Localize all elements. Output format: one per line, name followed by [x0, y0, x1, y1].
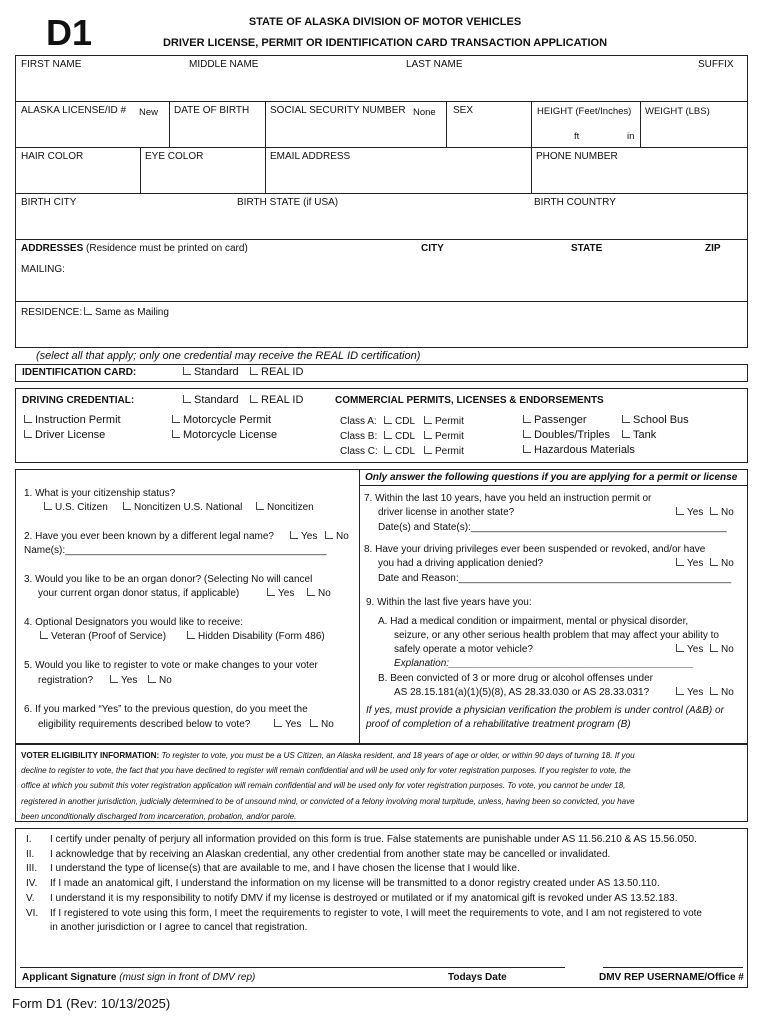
- q4-veteran-checkbox[interactable]: [40, 631, 48, 639]
- id-standard-label: Standard: [194, 366, 239, 378]
- height-ft-label: ft: [574, 131, 580, 142]
- agency-title: STATE OF ALASKA DIVISION OF MOTOR VEHICLES: [248, 16, 522, 28]
- q2-no-option[interactable]: [325, 531, 349, 542]
- license-id-field[interactable]: ALASKA LICENSE/ID #: [21, 105, 127, 116]
- dc-standard-checkbox[interactable]: [183, 395, 191, 403]
- q7-no-label: No: [721, 507, 734, 518]
- class-a-permit-label: Permit: [435, 416, 464, 427]
- q4-hidden-disability-option[interactable]: [187, 631, 325, 642]
- instruction-permit-option[interactable]: [24, 414, 121, 426]
- motorcycle-license-checkbox[interactable]: [172, 430, 180, 438]
- q9a-medical-cont1: seizure, or any other serious health problem that may affect your ability to: [394, 630, 719, 641]
- q8-no-option[interactable]: [710, 558, 734, 569]
- voter-eligibility-text: [21, 748, 635, 824]
- email-field[interactable]: EMAIL ADDRESS: [270, 151, 351, 162]
- id-realid-option[interactable]: [250, 366, 303, 378]
- form-title: DRIVER LICENSE, PERMIT OR IDENTIFICATION CARD TRANSACTION APPLICATION: [162, 37, 608, 49]
- same-as-mailing-checkbox[interactable]: [84, 307, 92, 315]
- commercial-heading: COMMERCIAL PERMITS, LICENSES & ENDORSEMENTS: [335, 395, 604, 406]
- applicant-signature-label: Applicant Signature: [22, 972, 117, 983]
- q2-name-line[interactable]: Name(s):_______________________________________________: [24, 545, 327, 556]
- class-b-cdl-label: CDL: [395, 431, 416, 442]
- class-b-permit-label: Permit: [435, 431, 464, 442]
- q1-us-citizen-checkbox[interactable]: [44, 502, 52, 510]
- dc-realid-checkbox[interactable]: [250, 395, 258, 403]
- q6-no-label: No: [321, 719, 334, 730]
- doubles-checkbox[interactable]: [523, 430, 531, 438]
- class-c-permit-label: Permit: [435, 446, 464, 457]
- eye-color-field[interactable]: EYE COLOR: [145, 151, 204, 162]
- certification-item: [26, 833, 746, 848]
- q6-no-option[interactable]: [310, 719, 334, 730]
- certification-item: [26, 862, 746, 877]
- driver-license-checkbox[interactable]: [24, 430, 32, 438]
- q9b-no-checkbox[interactable]: [710, 687, 718, 695]
- ssn-field[interactable]: SOCIAL SECURITY NUMBER: [270, 105, 406, 116]
- tank-label: Tank: [633, 429, 657, 441]
- q6-no-checkbox[interactable]: [310, 719, 318, 727]
- form-revision: Form D1 (Rev: 10/13/2025): [12, 996, 171, 1011]
- q8-suspended: 8. Have your driving privileges ever been suspended or revoked, and/or have: [364, 544, 706, 555]
- id-realid-checkbox[interactable]: [250, 367, 258, 375]
- q9a-explanation-line[interactable]: Explanation:____________________________________________: [394, 658, 694, 669]
- q4-hidden-disability-checkbox[interactable]: [187, 631, 195, 639]
- class-a-cdl-option[interactable]: [384, 416, 415, 427]
- certification-text: If I registered to vote using this form, I meet the requirements to register to vote, I will meet the requirements to vote, and I am not registered to vote: [50, 907, 702, 919]
- driver-license-option[interactable]: [24, 429, 105, 441]
- driver-license-label: Driver License: [35, 429, 106, 441]
- class-c-cdl-option[interactable]: [384, 446, 415, 457]
- q9-last-five-years: 9. Within the last five years have you:: [366, 597, 532, 608]
- instruction-permit-label: Instruction Permit: [35, 414, 121, 426]
- q3-yes-option[interactable]: [267, 588, 294, 599]
- address-heading: [21, 243, 248, 254]
- instruction-permit-checkbox[interactable]: [24, 415, 32, 423]
- class-b-label: Class B:: [340, 431, 378, 442]
- q6-yes-label: Yes: [285, 719, 302, 730]
- q7-no-option[interactable]: [710, 507, 734, 518]
- q9b-no-label: No: [721, 687, 734, 698]
- q8-no-label: No: [721, 558, 734, 569]
- id-realid-label: REAL ID: [261, 366, 304, 378]
- q9b-yes-checkbox[interactable]: [676, 687, 684, 695]
- certification-num: III.: [26, 863, 38, 875]
- physician-note-cont: proof of completion of a rehabilitative treatment program (B): [366, 719, 631, 730]
- q4-veteran-option[interactable]: [40, 631, 166, 642]
- q1-noncitizen-national-checkbox[interactable]: [123, 502, 131, 510]
- q2-no-label: No: [336, 531, 349, 542]
- class-a-cdl-checkbox[interactable]: [384, 416, 392, 424]
- q9a-yes-option[interactable]: [676, 644, 703, 655]
- class-c-cdl-checkbox[interactable]: [384, 446, 392, 454]
- dmv-rep-label: DMV REP USERNAME/Office #: [599, 972, 744, 983]
- certification-item: [26, 892, 746, 907]
- q3-no-option[interactable]: [307, 588, 331, 599]
- q5-yes-label: Yes: [121, 675, 138, 686]
- q9a-no-label: No: [721, 644, 734, 655]
- certification-num: V.: [26, 892, 35, 904]
- certification-item: [26, 848, 746, 863]
- permit-questions-banner: Only answer the following questions if you are applying for a permit or license: [365, 472, 738, 483]
- q9a-no-checkbox[interactable]: [710, 644, 718, 652]
- q5-no-label: No: [159, 675, 172, 686]
- motorcycle-license-option[interactable]: [172, 429, 277, 441]
- weight-field[interactable]: WEIGHT (LBS): [645, 106, 710, 117]
- class-b-cdl-checkbox[interactable]: [384, 431, 392, 439]
- q7-dates-line[interactable]: Date(s) and State(s):______________________________________________: [378, 522, 727, 533]
- tank-option[interactable]: [622, 429, 656, 441]
- applicant-signature-note: (must sign in front of DMV rep): [119, 972, 256, 983]
- physician-note: If yes, must provide a physician verification the problem is under control (A&B) or: [366, 705, 724, 716]
- motorcycle-permit-option[interactable]: [172, 414, 271, 426]
- class-b-permit-checkbox[interactable]: [424, 431, 432, 439]
- hair-color-field[interactable]: HAIR COLOR: [21, 151, 84, 162]
- motorcycle-permit-checkbox[interactable]: [172, 415, 180, 423]
- q5-no-checkbox[interactable]: [148, 675, 156, 683]
- certification-text: in another jurisdiction or I agree to cancel that registration.: [50, 922, 308, 934]
- q2-no-checkbox[interactable]: [325, 531, 333, 539]
- address-note: (Residence must be printed on card): [86, 243, 248, 254]
- q3-yes-checkbox[interactable]: [267, 588, 275, 596]
- q6-yes-checkbox[interactable]: [274, 719, 282, 727]
- q7-yes-checkbox[interactable]: [676, 507, 684, 515]
- dmv-rep-line[interactable]: [603, 967, 743, 968]
- q9a-medical: A. Had a medical condition or impairment, mental or physical disorder,: [378, 616, 689, 627]
- q6-eligibility: 6. If you marked “Yes” to the previous question, do you meet the: [24, 704, 308, 715]
- voter-line-1: To register to vote, you must be a US Citizen, an Alaska resident, and 18 years of age or older, or within 90 days of turning 18. If you: [161, 751, 635, 760]
- credential-select-note: (select all that apply; only one credential may receive the REAL ID certification): [36, 350, 421, 362]
- form-id: D1: [46, 12, 93, 53]
- q7-prior-license-cont: driver license in another state?: [378, 507, 515, 518]
- q9b-convictions-cont: AS 28.15.181(a)(1)(5)(8), AS 28.33.030 or AS 28.33.031?: [394, 687, 650, 698]
- q1-noncitizen-checkbox[interactable]: [256, 502, 264, 510]
- middle-name-field[interactable]: MIDDLE NAME: [189, 59, 259, 70]
- certification-num: I.: [26, 834, 32, 845]
- q1-noncitizen-national-option[interactable]: [123, 502, 242, 513]
- q5-no-option[interactable]: [148, 675, 172, 686]
- certification-list: [26, 833, 746, 936]
- motorcycle-permit-label: Motorcycle Permit: [183, 414, 272, 426]
- height-field[interactable]: HEIGHT (Feet/Inches): [537, 106, 632, 117]
- q9a-no-option[interactable]: [710, 644, 734, 655]
- q9b-yes-option[interactable]: [676, 687, 703, 698]
- school-bus-checkbox[interactable]: [622, 415, 630, 423]
- motorcycle-license-label: Motorcycle License: [183, 429, 278, 441]
- q2-yes-checkbox[interactable]: [290, 531, 298, 539]
- driving-credential-label: DRIVING CREDENTIAL:: [22, 395, 135, 406]
- id-standard-checkbox[interactable]: [183, 367, 191, 375]
- class-c-cdl-label: CDL: [395, 446, 416, 457]
- applicant-signature-caption: [22, 972, 255, 983]
- address-title: ADDRESSES: [21, 243, 84, 254]
- q7-prior-license: 7. Within the last 10 years, have you held an instruction permit or: [364, 493, 652, 504]
- height-in-label: in: [627, 131, 635, 142]
- q8-yes-checkbox[interactable]: [676, 558, 684, 566]
- hazmat-label: Hazardous Materials: [534, 444, 635, 456]
- q5-yes-checkbox[interactable]: [110, 675, 118, 683]
- license-id-value: New: [139, 107, 159, 118]
- q7-no-checkbox[interactable]: [710, 507, 718, 515]
- q5-register-vote-cont: registration?: [38, 675, 94, 686]
- q7-yes-label: Yes: [687, 507, 704, 518]
- ssn-value: None: [413, 107, 436, 118]
- q6-yes-option[interactable]: [274, 719, 301, 730]
- certification-text: I understand it is my responsibility to notify DMV if my license is destroyed or mutilated or if my anatomical gift is revoked under AS 13.52.183.: [50, 892, 678, 904]
- voter-line-3: office at which you submit this voter registration application will remain confidential and will be used only for voter registration purposes. To vote, you cannot be under 18,: [21, 781, 626, 791]
- hazmat-option[interactable]: [523, 444, 635, 456]
- q1-citizenship: 1. What is your citizenship status?: [24, 488, 176, 499]
- voter-line-4: registered in another jurisdiction, judicially determined to be of unsound mind, or convicted of a felony involving moral turpitude, unless, having been so convicted, you have: [21, 796, 635, 806]
- first-name-field[interactable]: FIRST NAME: [21, 59, 82, 70]
- sex-field[interactable]: SEX: [453, 105, 474, 116]
- q1-noncitizen-option[interactable]: [256, 502, 314, 513]
- q1-noncitizen-national-label: Noncitizen U.S. National: [134, 502, 243, 513]
- dc-realid-option[interactable]: [250, 394, 303, 406]
- q5-register-vote: 5. Would you like to register to vote or make changes to your voter: [24, 660, 318, 671]
- id-standard-option[interactable]: [183, 366, 239, 378]
- certification-num: II.: [26, 848, 35, 860]
- class-c-permit-checkbox[interactable]: [424, 446, 432, 454]
- class-b-permit-option[interactable]: [424, 431, 464, 442]
- doubles-label: Doubles/Triples: [534, 429, 611, 441]
- q9a-yes-label: Yes: [687, 644, 704, 655]
- passenger-option[interactable]: [523, 414, 587, 426]
- voter-heading: VOTER ELIGIBILITY INFORMATION:: [21, 751, 160, 760]
- q4-designators: 4. Optional Designators you would like to receive:: [24, 617, 244, 628]
- residence-address-field[interactable]: RESIDENCE:: [21, 307, 83, 318]
- certification-text: I acknowledge that by receiving an Alaskan credential, any other credential from another state may be cancelled or invalidated.: [50, 848, 611, 860]
- q3-yes-label: Yes: [278, 588, 295, 599]
- q3-no-checkbox[interactable]: [307, 588, 315, 596]
- q8-reason-line[interactable]: Date and Reason:_________________________________________________: [378, 573, 732, 584]
- hazmat-checkbox[interactable]: [523, 445, 531, 453]
- birth-state-field[interactable]: BIRTH STATE (if USA): [237, 197, 339, 208]
- passenger-checkbox[interactable]: [523, 415, 531, 423]
- q8-yes-option[interactable]: [676, 558, 703, 569]
- q1-noncitizen-label: Noncitizen: [267, 502, 314, 513]
- doubles-option[interactable]: [523, 429, 610, 441]
- q5-yes-option[interactable]: [110, 675, 137, 686]
- certification-item: [26, 921, 746, 936]
- q7-yes-option[interactable]: [676, 507, 703, 518]
- certification-item: [26, 907, 746, 922]
- tank-checkbox[interactable]: [622, 430, 630, 438]
- class-a-permit-checkbox[interactable]: [424, 416, 432, 424]
- id-card-label: IDENTIFICATION CARD:: [22, 367, 137, 378]
- suffix-field[interactable]: SUFFIX: [698, 59, 734, 70]
- class-a-label: Class A:: [340, 416, 377, 427]
- dc-standard-option[interactable]: [183, 394, 239, 406]
- certification-text: I certify under penalty of perjury all information provided on this form is true. False statements are punishable under AS 11.56.210 & AS 15.56.050.: [50, 834, 697, 845]
- same-as-mailing-option[interactable]: [84, 307, 169, 318]
- class-c-permit-option[interactable]: [424, 446, 464, 457]
- q4-hidden-disability-label: Hidden Disability (Form 486): [198, 631, 325, 642]
- passenger-label: Passenger: [534, 414, 587, 426]
- q2-different-name: 2. Have you ever been known by a different legal name?: [24, 531, 274, 542]
- birth-country-field[interactable]: BIRTH COUNTRY: [534, 197, 616, 208]
- dc-realid-label: REAL ID: [261, 394, 304, 406]
- class-a-cdl-label: CDL: [395, 416, 416, 427]
- mailing-address-field[interactable]: MAILING:: [21, 264, 65, 275]
- q6-eligibility-cont: eligibility requirements described below to vote?: [38, 719, 251, 730]
- q8-no-checkbox[interactable]: [710, 558, 718, 566]
- last-name-field[interactable]: LAST NAME: [406, 59, 463, 70]
- address-city-label: CITY: [421, 243, 444, 254]
- voter-line-5: been unconditionally discharged from incarceration, probation, and/or parole.: [21, 811, 297, 821]
- class-c-label: Class C:: [340, 446, 378, 457]
- q9b-yes-label: Yes: [687, 687, 704, 698]
- q2-yes-label: Yes: [301, 531, 318, 542]
- address-state-label: STATE: [571, 243, 603, 254]
- same-as-mailing-label: Same as Mailing: [95, 307, 169, 318]
- birth-city-field[interactable]: BIRTH CITY: [21, 197, 77, 208]
- q9a-yes-checkbox[interactable]: [676, 644, 684, 652]
- dc-standard-label: Standard: [194, 394, 239, 406]
- school-bus-option[interactable]: [622, 414, 689, 426]
- class-a-permit-option[interactable]: [424, 416, 464, 427]
- certification-text: If I made an anatomical gift, I understand the information on my license will be transmitted to a donor registry created under AS 13.50.110.: [50, 878, 660, 890]
- phone-field[interactable]: PHONE NUMBER: [536, 151, 618, 162]
- certification-num: VI.: [26, 907, 39, 919]
- certification-num: [26, 921, 50, 936]
- q9a-medical-cont2: safely operate a motor vehicle?: [394, 644, 533, 655]
- certification-item: [26, 877, 746, 892]
- q3-no-label: No: [318, 588, 331, 599]
- certification-text: I understand the type of license(s) that are available to me, and I have chosen the license that I would like.: [50, 863, 520, 875]
- applicant-info-grid: [15, 55, 748, 348]
- q9b-no-option[interactable]: [710, 687, 734, 698]
- q2-yes-option[interactable]: [290, 531, 317, 542]
- q4-veteran-label: Veteran (Proof of Service): [51, 631, 167, 642]
- q1-us-citizen-option[interactable]: [44, 502, 108, 513]
- q8-yes-label: Yes: [687, 558, 704, 569]
- applicant-signature-line[interactable]: [20, 967, 565, 968]
- address-zip-label: ZIP: [705, 243, 721, 254]
- class-b-cdl-option[interactable]: [384, 431, 415, 442]
- q3-organ-donor-cont: your current organ donor status, if applicable): [38, 588, 240, 599]
- certification-num: IV.: [26, 878, 38, 890]
- school-bus-label: School Bus: [633, 414, 689, 426]
- q1-us-citizen-label: U.S. Citizen: [55, 502, 108, 513]
- q9b-convictions: B. Been convicted of 3 or more drug or alcohol offenses under: [378, 673, 653, 684]
- dob-field[interactable]: DATE OF BIRTH: [174, 105, 250, 116]
- q3-organ-donor: 3. Would you like to be an organ donor? (Selecting No will cancel: [24, 574, 313, 585]
- voter-line-2: decline to register to vote, the fact that you have declined to register will remain confidential and will be used only for voter registration purposes. If you register to vote, the: [21, 766, 631, 776]
- todays-date-label: Todays Date: [448, 972, 507, 983]
- q8-suspended-cont: you had a driving application denied?: [378, 558, 544, 569]
